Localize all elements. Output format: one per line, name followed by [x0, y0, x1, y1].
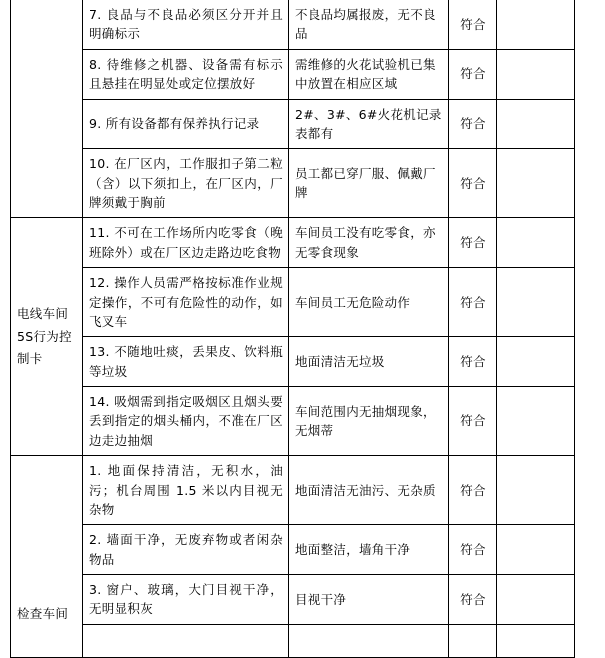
row-desc-cell: 不良品均属报废，无不良品: [289, 0, 449, 49]
row-note-cell: [497, 387, 575, 456]
row-note-cell: [497, 49, 575, 99]
table-row: [11, 0, 575, 49]
row-item-cell: 7. 良品与不良品必须区分开并且明确标示: [83, 0, 289, 49]
row-note-cell: [497, 218, 575, 268]
group-label-text: 检查车间: [17, 606, 69, 622]
table-row: [11, 218, 575, 268]
row-result-cell: 符合: [449, 49, 497, 99]
row-note-cell: [497, 525, 575, 575]
row-note-cell: [497, 99, 575, 149]
table-row: [11, 337, 575, 387]
table-row: [11, 575, 575, 625]
row-result-cell: 符合: [449, 387, 497, 456]
row-result-cell: 符合: [449, 218, 497, 268]
row-result-cell: 符合: [449, 575, 497, 625]
row-note-cell: [497, 268, 575, 337]
row-note-cell: [497, 149, 575, 218]
row-desc-cell: [289, 624, 449, 657]
row-item-cell: 9. 所有设备都有保养执行记录: [83, 99, 289, 149]
row-item-cell: 3. 窗户、玻璃，大门目视干净，无明显积灰: [83, 575, 289, 625]
table-row: [11, 99, 575, 149]
inspection-table: [10, 0, 575, 658]
row-result-cell: 符合: [449, 456, 497, 525]
row-result-cell: 符合: [449, 525, 497, 575]
row-desc-cell: 地面清洁无垃圾: [289, 337, 449, 387]
group-label-cell-5s: [11, 218, 83, 456]
row-item-cell: 11. 不可在工作场所内吃零食（晚班除外）或在厂区边走路边吃食物: [83, 218, 289, 268]
table-row: [11, 387, 575, 456]
row-desc-cell: 2#、3#、6#火花机记录表都有: [289, 99, 449, 149]
row-item-cell: 1. 地面保持清洁，无积水，油污；机台周围 1.5 米以内目视无杂物: [83, 456, 289, 525]
row-item-cell: 13. 不随地吐痰，丢果皮、饮料瓶等垃圾: [83, 337, 289, 387]
row-group-cell: [11, 0, 83, 218]
row-item-cell: 2. 墙面干净，无废弃物或者闲杂物品: [83, 525, 289, 575]
group-label-cell-next: [11, 456, 83, 658]
row-item-cell: 10. 在厂区内，工作服扣子第二粒（含）以下须扣上，在厂区内，厂牌须戴于胸前: [83, 149, 289, 218]
row-result-cell: 符合: [449, 99, 497, 149]
row-item-cell: 14. 吸烟需到指定吸烟区且烟头要丢到指定的烟头桶内，不准在厂区边走边抽烟: [83, 387, 289, 456]
row-note-cell: [497, 624, 575, 657]
row-result-cell: 符合: [449, 337, 497, 387]
table-row: [11, 456, 575, 525]
row-result-cell: 符合: [449, 149, 497, 218]
table-row: [11, 49, 575, 99]
row-result-cell: 符合: [449, 0, 497, 49]
row-desc-cell: 车间员工无危险动作: [289, 268, 449, 337]
row-result-cell: 符合: [449, 268, 497, 337]
row-result-cell: [449, 624, 497, 657]
row-note-cell: [497, 0, 575, 49]
table-row: [11, 624, 575, 657]
row-note-cell: [497, 456, 575, 525]
table-row: [11, 525, 575, 575]
row-desc-cell: 车间范围内无抽烟现象，无烟蒂: [289, 387, 449, 456]
row-desc-cell: 目视干净: [289, 575, 449, 625]
row-item-cell: 12. 操作人员需严格按标准作业规定操作，不可有危险性的动作，如飞叉车: [83, 268, 289, 337]
row-desc-cell: 地面清洁无油污、无杂质: [289, 456, 449, 525]
group-label-text: 电线车间5S行为控制卡: [17, 306, 72, 366]
row-desc-cell: 员工都已穿厂服、佩戴厂牌: [289, 149, 449, 218]
row-item-cell: [83, 624, 289, 657]
row-note-cell: [497, 337, 575, 387]
table-row: [11, 268, 575, 337]
row-desc-cell: 车间员工没有吃零食，亦无零食现象: [289, 218, 449, 268]
table-row: [11, 149, 575, 218]
row-item-cell: 8. 待维修之机器、设备需有标示且悬挂在明显处或定位摆放好: [83, 49, 289, 99]
row-note-cell: [497, 575, 575, 625]
row-desc-cell: 地面整洁，墙角干净: [289, 525, 449, 575]
row-desc-cell: 需维修的火花试验机已集中放置在相应区域: [289, 49, 449, 99]
